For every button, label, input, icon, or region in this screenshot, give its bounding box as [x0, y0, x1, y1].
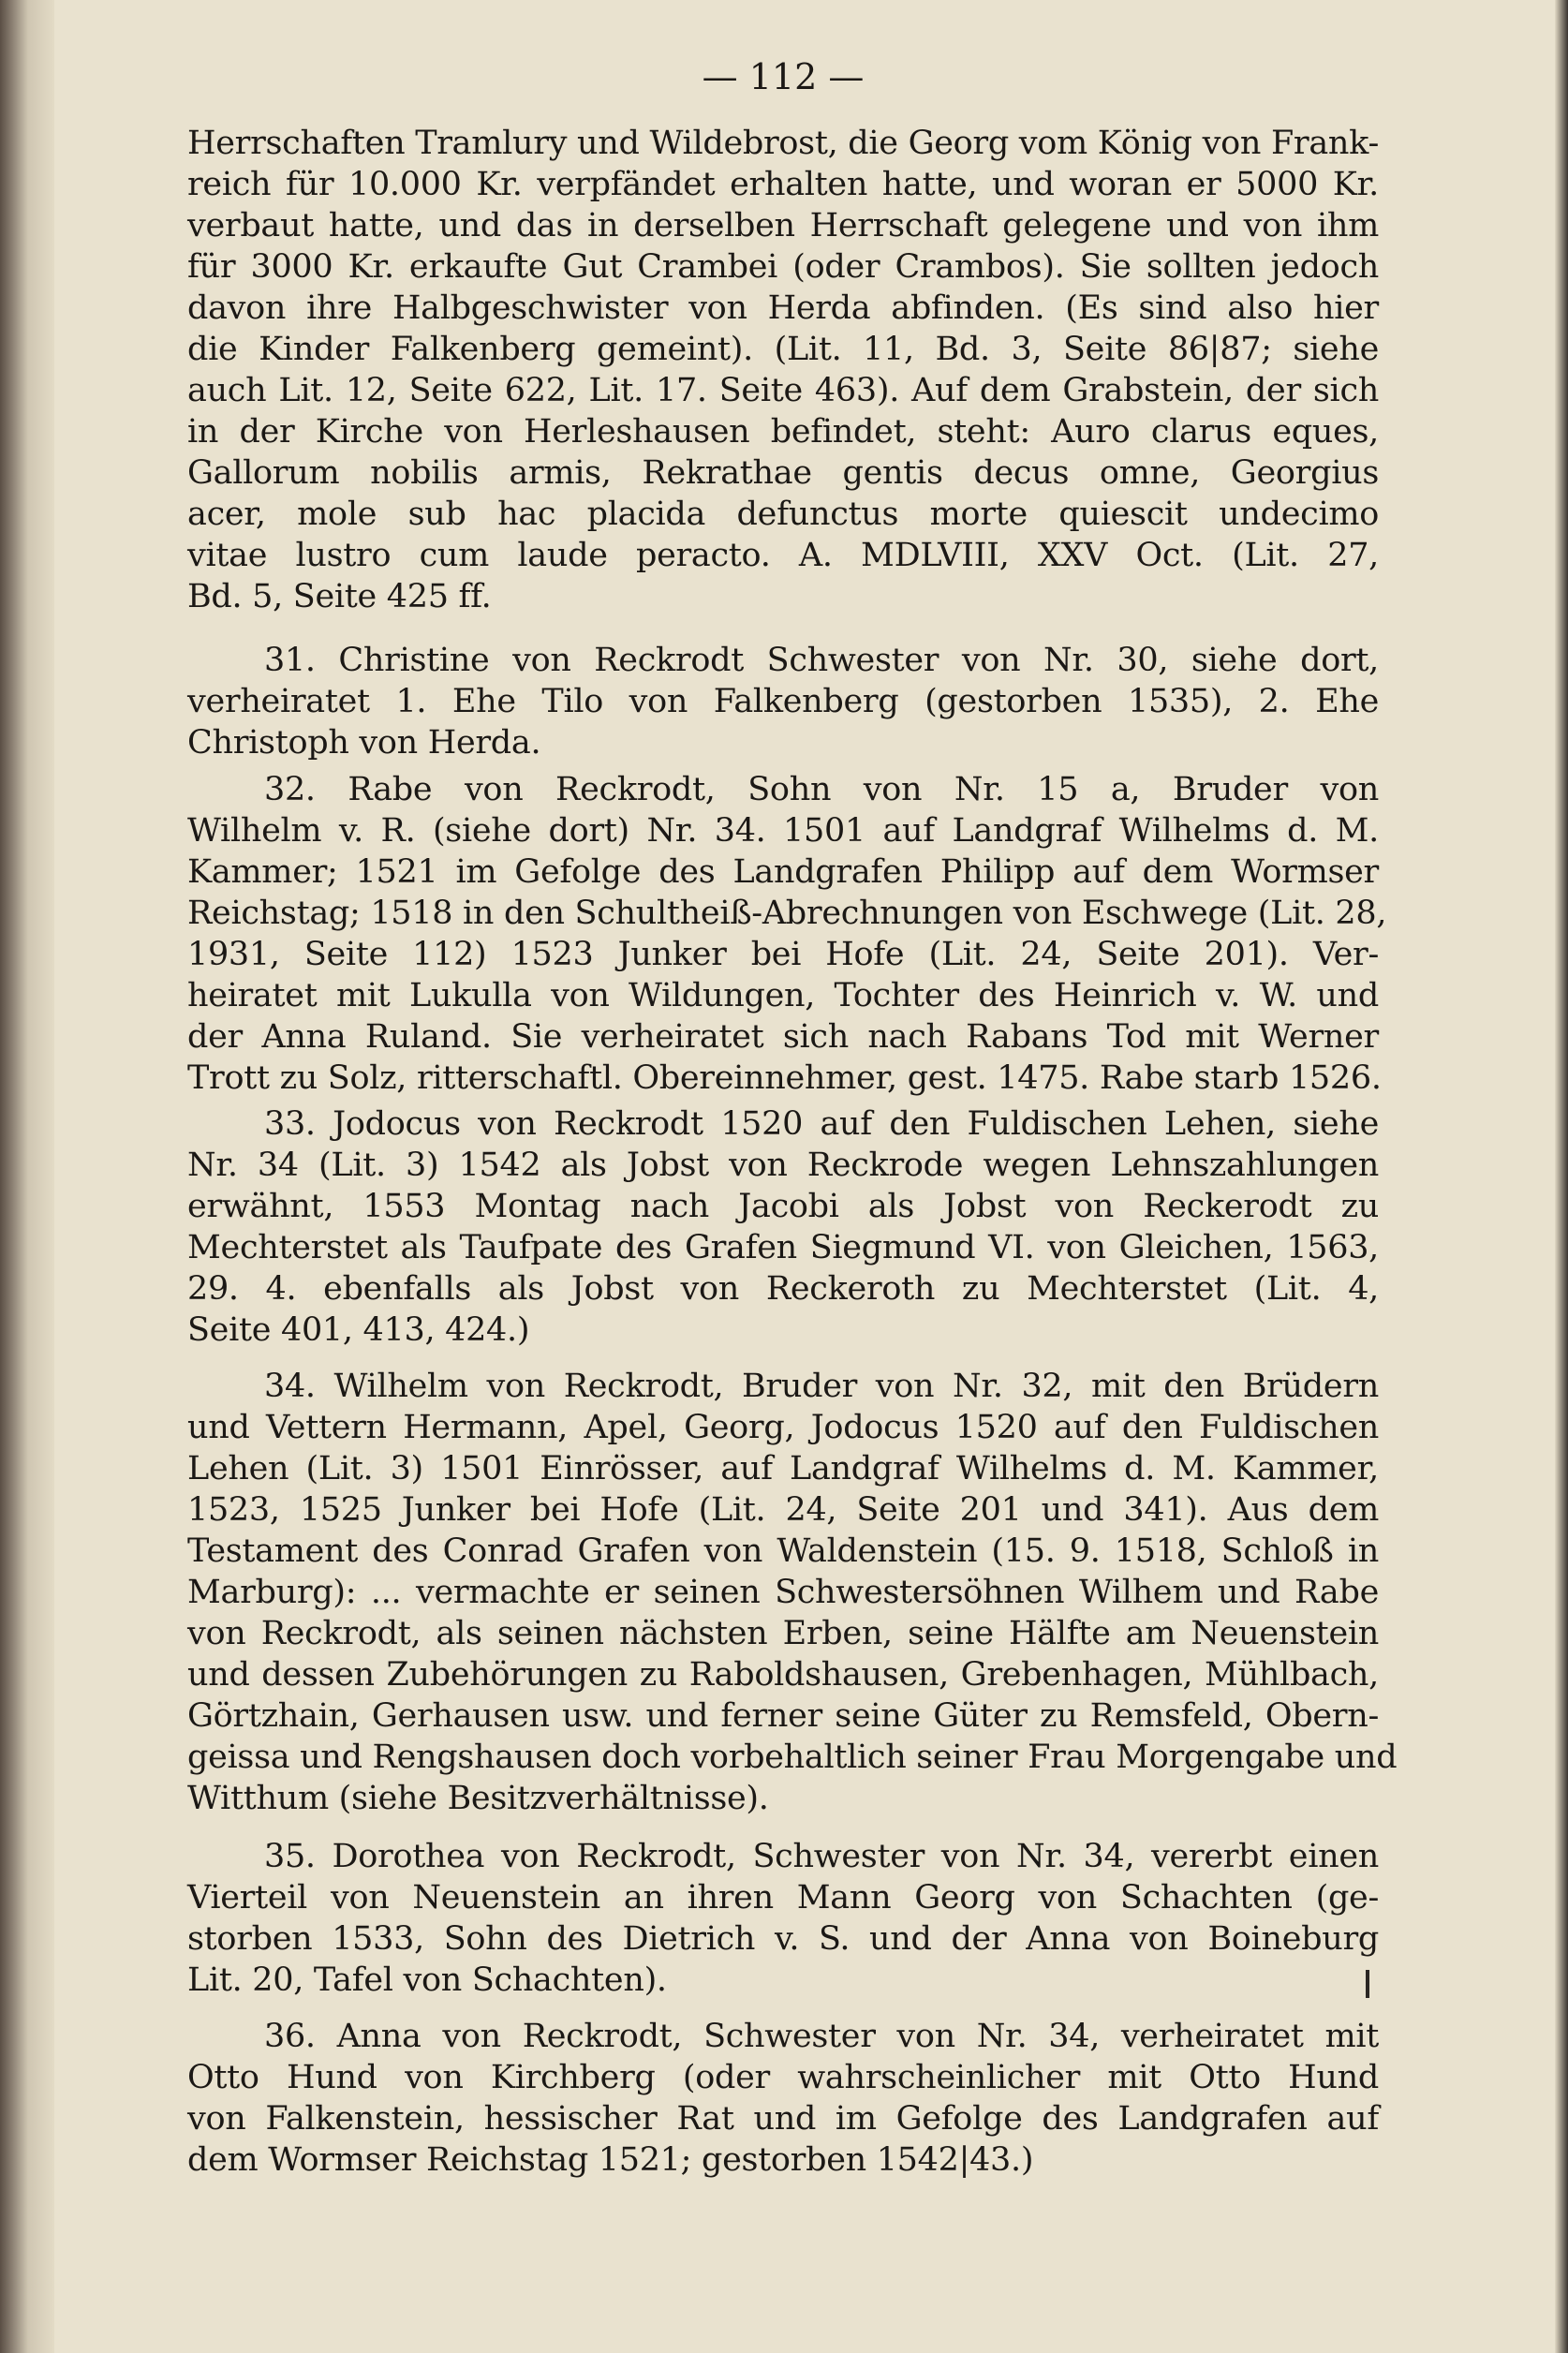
text-line: 1523, 1525 Junker bei Hofe (Lit. 24, Seite 201 und 341). Aus dem	[187, 1491, 1379, 1529]
text-line: Christoph von Herda.	[187, 724, 541, 762]
text-line: dem Wormser Reichstag 1521; gestorben 1542|43.)	[187, 2141, 1034, 2179]
text-line: Reichstag; 1518 in den Schultheiß-Abrechnungen von Eschwege (Lit. 28,	[187, 895, 1387, 932]
text-line: davon ihre Halbgeschwister von Herda abfinden. (Es sind also hier	[187, 289, 1379, 327]
text-line: reich für 10.000 Kr. verpfändet erhalten hatte, und woran er 5000 Kr.	[187, 166, 1379, 203]
text-line: heiratet mit Lukulla von Wildungen, Tochter des Heinrich v. W. und	[187, 977, 1379, 1014]
text-line: Görtzhain, Gerhausen usw. und ferner seine Güter zu Remsfeld, Obern-	[187, 1697, 1379, 1735]
text-line: Vierteil von Neuenstein an ihren Mann Georg von Schachten (ge-	[187, 1879, 1379, 1916]
entry-35-line: 35. Dorothea von Reckrodt, Schwester von Nr. 34, vererbt einen	[264, 1838, 1379, 1875]
entry-33-line: 33. Jodocus von Reckrodt 1520 auf den Fuldischen Lehen, siehe	[264, 1105, 1379, 1143]
text-line: Bd. 5, Seite 425 ff.	[187, 578, 492, 615]
text-line: 29. 4. ebenfalls als Jobst von Reckeroth zu Mechterstet (Lit. 4,	[187, 1270, 1379, 1308]
text-line: und dessen Zubehörungen zu Raboldshausen, Grebenhagen, Mühlbach,	[187, 1656, 1379, 1694]
text-line: Seite 401, 413, 424.)	[187, 1311, 530, 1349]
text-line: Mechterstet als Taufpate des Grafen Siegmund VI. von Gleichen, 1563,	[187, 1229, 1379, 1266]
text-line: verheiratet 1. Ehe Tilo von Falkenberg (gestorben 1535), 2. Ehe	[187, 683, 1379, 720]
entry-34-line: 34. Wilhelm von Reckrodt, Bruder von Nr. 32, mit den Brüdern	[264, 1368, 1379, 1405]
text-line: Herrschaften Tramlury und Wildebrost, die Georg vom König von Frank-	[187, 125, 1379, 162]
text-line: geissa und Rengshausen doch vorbehaltlich seiner Frau Morgengabe und	[187, 1739, 1398, 1776]
entry-32-line: 32. Rabe von Reckrodt, Sohn von Nr. 15 a, Bruder von	[264, 771, 1379, 808]
text-line: und Vettern Hermann, Apel, Georg, Jodocus 1520 auf den Fuldischen	[187, 1409, 1379, 1446]
text-line: Witthum (siehe Besitzverhältnisse).	[187, 1780, 769, 1817]
text-line: erwähnt, 1553 Montag nach Jacobi als Jobst von Reckerodt zu	[187, 1188, 1379, 1225]
text-line: in der Kirche von Herleshausen befindet, steht: Auro clarus eques,	[187, 413, 1379, 451]
text-line: Testament des Conrad Grafen von Waldenstein (15. 9. 1518, Schloß in	[187, 1532, 1379, 1570]
text-line: von Reckrodt, als seinen nächsten Erben, seine Hälfte am Neuenstein	[187, 1615, 1379, 1652]
text-line: von Falkenstein, hessischer Rat und im Gefolge des Landgrafen auf	[187, 2100, 1379, 2138]
text-line: verbaut hatte, und das in derselben Herrschaft gelegene und von ihm	[187, 207, 1379, 244]
text-line: Lit. 20, Tafel von Schachten).	[187, 1961, 667, 1999]
text-line: Lehen (Lit. 3) 1501 Einrösser, auf Landgraf Wilhelms d. M. Kammer,	[187, 1450, 1379, 1487]
text-line: auch Lit. 12, Seite 622, Lit. 17. Seite 463). Auf dem Grabstein, der sich	[187, 372, 1379, 409]
text-line: Kammer; 1521 im Gefolge des Landgrafen Philipp auf dem Wormser	[187, 853, 1379, 891]
text-line: storben 1533, Sohn des Dietrich v. S. und der Anna von Boineburg	[187, 1920, 1379, 1958]
page-edge	[1555, 0, 1568, 2353]
text-line: 1931, Seite 112) 1523 Junker bei Hofe (Lit. 24, Seite 201). Ver-	[187, 936, 1379, 973]
entry-36-line: 36. Anna von Reckrodt, Schwester von Nr. 34, verheiratet mit	[264, 2018, 1379, 2055]
entry-31-line: 31. Christine von Reckrodt Schwester von Nr. 30, siehe dort,	[264, 642, 1379, 679]
margin-mark	[1366, 1970, 1369, 1998]
text-line: Gallorum nobilis armis, Rekrathae gentis decus omne, Georgius	[187, 454, 1379, 492]
text-line: der Anna Ruland. Sie verheiratet sich nach Rabans Tod mit Werner	[187, 1018, 1379, 1056]
text-line: die Kinder Falkenberg gemeint). (Lit. 11, Bd. 3, Seite 86|87; siehe	[187, 331, 1379, 368]
text-line: Marburg): ... vermachte er seinen Schwestersöhnen Wilhem und Rabe	[187, 1574, 1379, 1611]
text-line: Otto Hund von Kirchberg (oder wahrscheinlicher mit Otto Hund	[187, 2059, 1379, 2096]
text-line: acer, mole sub hac placida defunctus morte quiescit undecimo	[187, 496, 1379, 533]
text-line: Wilhelm v. R. (siehe dort) Nr. 34. 1501 auf Landgraf Wilhelms d. M.	[187, 812, 1379, 850]
text-line: für 3000 Kr. erkaufte Gut Crambei (oder Crambos). Sie sollten jedoch	[187, 248, 1379, 286]
text-line: Trott zu Solz, ritterschaftl. Obereinnehmer, gest. 1475. Rabe starb 1526.	[187, 1059, 1382, 1097]
text-line: vitae lustro cum laude peracto. A. MDLVIII, XXV Oct. (Lit. 27,	[187, 537, 1379, 574]
page-gutter-shadow	[0, 0, 54, 2353]
page-number: — 112 —	[702, 56, 865, 97]
text-line: Nr. 34 (Lit. 3) 1542 als Jobst von Reckrode wegen Lehnszahlungen	[187, 1147, 1379, 1184]
